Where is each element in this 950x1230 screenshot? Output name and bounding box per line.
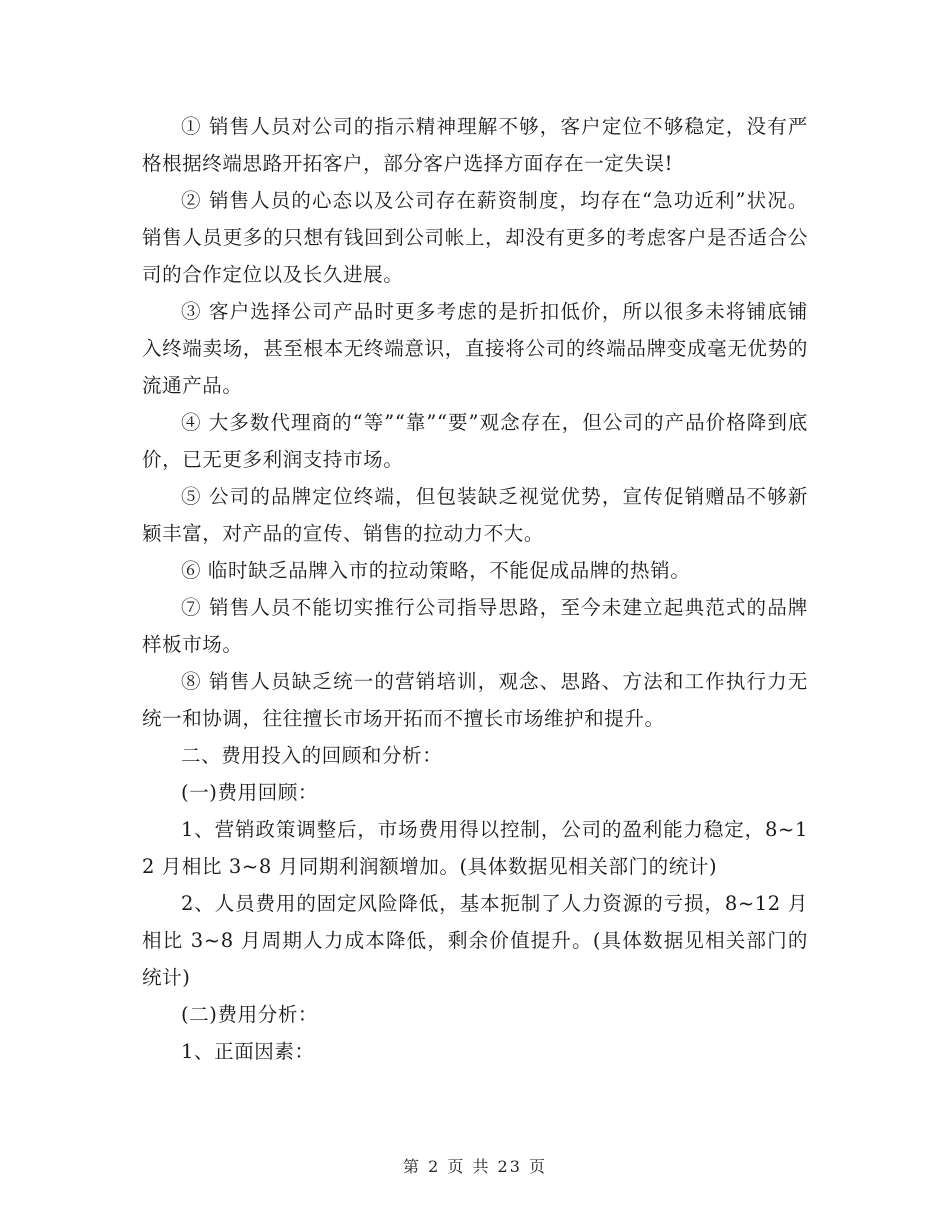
paragraph-item-8: ⑧ 销售人员缺乏统一的营销培训，观念、思路、方法和工作执行力无统一和协调，往往擅长市场开拓而不擅长市场维护和提升。 (142, 670, 808, 730)
subsection-heading-cost-recap: (一)费用回顾： (181, 781, 319, 804)
paragraph-item-5: ⑤ 公司的品牌定位终端，但包装缺乏视觉优势，宣传促销赠品不够新颖丰富，对产品的宣传、销售的拉动力不大。 (142, 485, 808, 545)
section-heading-cost-review: 二、费用投入的回顾和分析： (181, 744, 443, 767)
page-number-label: 第 2 页 共 23 页 (403, 1157, 547, 1176)
paragraph-cost-recap-1: 1、营销政策调整后，市场费用得以控制，公司的盈利能力稳定，8~12 月相比 3~8 月同期利润额增加。(具体数据见相关部门的统计) (142, 818, 808, 878)
paragraph-item-4: ④ 大多数代理商的“等”“靠”“要”观念存在，但公司的产品价格降到底价，已无更多利润支持市场。 (142, 411, 808, 471)
paragraph-positive-factors: 1、正面因素： (181, 1040, 315, 1063)
paragraph-item-2: ② 销售人员的心态以及公司存在薪资制度，均存在“急功近利”状况。销售人员更多的只想有钱回到公司帐上，却没有更多的考虑客户是否适合公司的合作定位以及长久进展。 (142, 189, 808, 286)
page-footer (0, 1154, 950, 1177)
document-body (142, 108, 808, 1070)
paragraph-item-3: ③ 客户选择公司产品时更多考虑的是折扣低价，所以很多未将铺底铺入终端卖场，甚至根本无终端意识，直接将公司的终端品牌变成毫无优势的流通产品。 (142, 300, 808, 397)
paragraph-cost-recap-2: 2、人员费用的固定风险降低，基本扼制了人力资源的亏损，8~12 月相比 3~8 月周期人力成本降低，剩余价值提升。(具体数据见相关部门的统计) (142, 892, 808, 989)
subsection-heading-cost-analysis: (二)费用分析： (181, 1003, 319, 1026)
paragraph-item-6: ⑥ 临时缺乏品牌入市的拉动策略，不能促成品牌的热销。 (181, 559, 691, 582)
paragraph-item-1: ① 销售人员对公司的指示精神理解不够，客户定位不够稳定，没有严格根据终端思路开拓客户，部分客户选择方面存在一定失误! (142, 115, 808, 175)
paragraph-item-7: ⑦ 销售人员不能切实推行公司指导思路，至今未建立起典范式的品牌样板市场。 (142, 596, 808, 656)
